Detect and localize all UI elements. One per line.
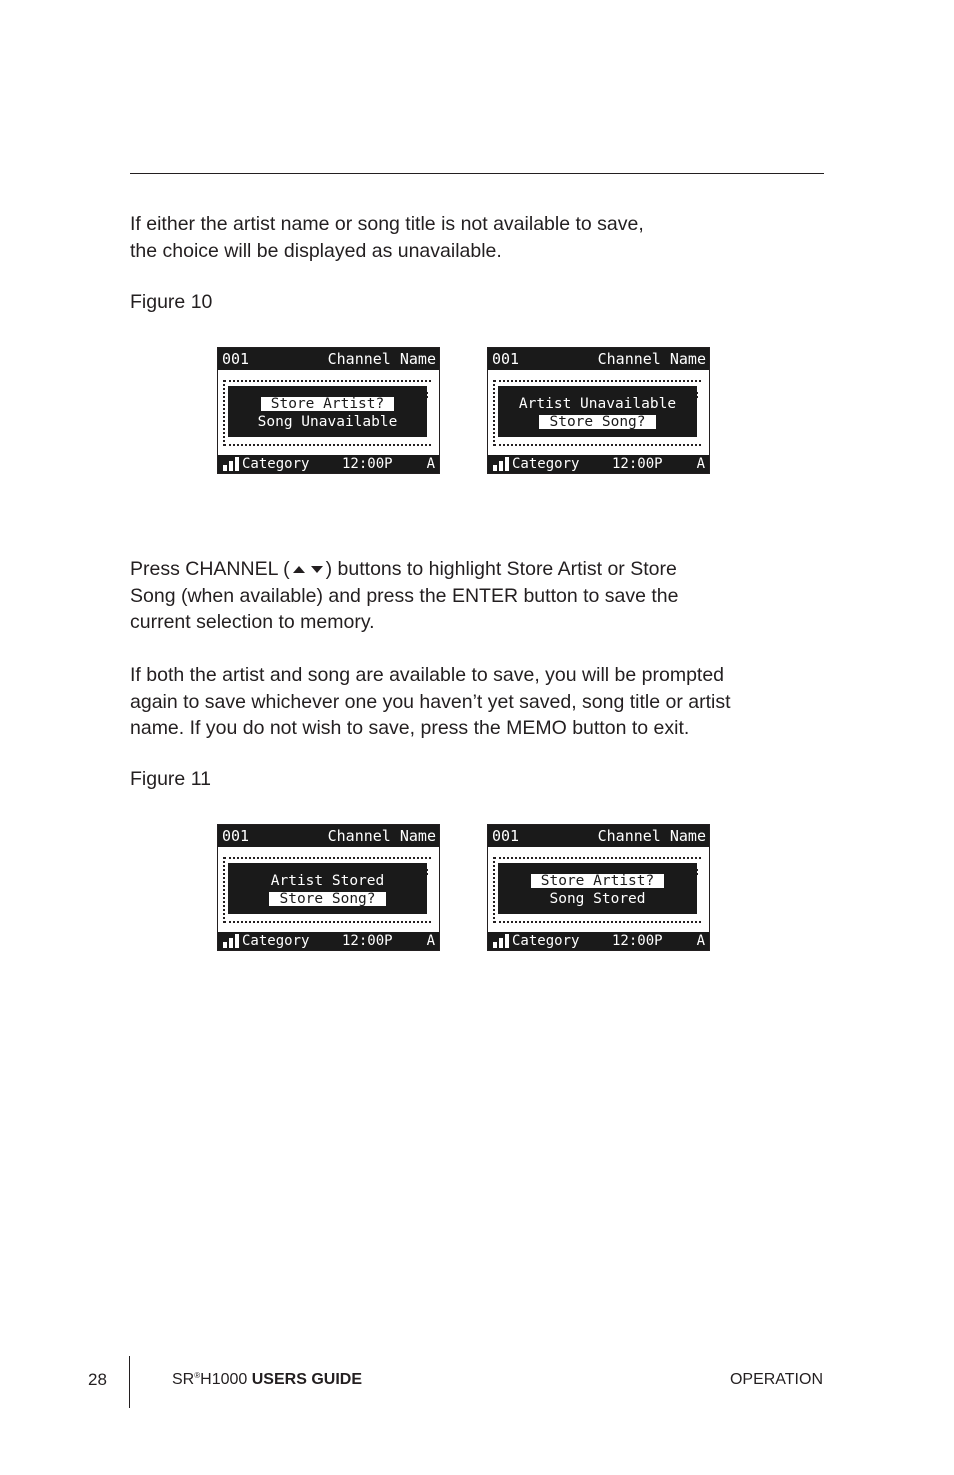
signal-strength-icon bbox=[223, 457, 239, 471]
brand-prefix: SR bbox=[172, 1371, 195, 1388]
intro-paragraph bbox=[130, 211, 644, 264]
mode-indicator: A bbox=[696, 456, 705, 472]
intro-line-1: If either the artist name or song title is not available to save, bbox=[130, 213, 644, 235]
page-number: 28 bbox=[88, 1370, 107, 1389]
footer-brand bbox=[172, 1371, 362, 1389]
memo-popup bbox=[228, 863, 427, 914]
both-line-2: again to save whichever one you haven’t yet saved, song title or artist bbox=[130, 690, 731, 713]
popup-line-1 bbox=[228, 396, 427, 413]
press-channel-paragraph bbox=[130, 556, 679, 636]
clock: 12:00P bbox=[342, 456, 393, 472]
clock: 12:00P bbox=[342, 933, 393, 949]
lcd-header bbox=[218, 825, 439, 847]
mode-indicator: A bbox=[426, 456, 435, 472]
press-line-1 bbox=[130, 556, 679, 583]
memo-popup bbox=[228, 386, 427, 437]
dotted-border bbox=[223, 857, 227, 923]
footer-divider bbox=[129, 1356, 130, 1408]
popup-line-1 bbox=[498, 873, 697, 890]
lcd-body bbox=[218, 847, 439, 933]
dotted-border bbox=[223, 380, 227, 446]
category-label: Category bbox=[242, 933, 310, 949]
clock: 12:00P bbox=[612, 933, 663, 949]
dotted-border bbox=[493, 857, 497, 923]
popup-line-1 bbox=[228, 873, 427, 890]
lcd-body bbox=[218, 370, 439, 456]
section-name: OPERATION bbox=[729, 1371, 823, 1388]
mode-indicator: A bbox=[426, 933, 435, 949]
lcd-header bbox=[488, 348, 709, 370]
category-label: Category bbox=[512, 933, 580, 949]
guide-title: USERS GUIDE bbox=[251, 1371, 362, 1388]
artist-stored-option: Artist Stored bbox=[270, 873, 385, 889]
memo-popup bbox=[498, 863, 697, 914]
lcd-screen-fig11-2 bbox=[487, 824, 710, 951]
lcd-body bbox=[488, 847, 709, 933]
clock: 12:00P bbox=[612, 456, 663, 472]
channel-number: 001 bbox=[222, 827, 250, 845]
dotted-border bbox=[224, 444, 431, 448]
popup-line-1 bbox=[498, 396, 697, 413]
brand-model: H1000 bbox=[200, 1371, 248, 1388]
channel-number: 001 bbox=[492, 827, 520, 845]
dotted-border bbox=[494, 921, 701, 925]
lcd-screen-fig11-1 bbox=[217, 824, 440, 951]
category-label: Category bbox=[242, 456, 310, 472]
popup-line-2 bbox=[498, 891, 697, 908]
lcd-body bbox=[488, 370, 709, 456]
channel-number: 001 bbox=[492, 350, 520, 368]
press-line-2: Song (when available) and press the ENTER button to save the bbox=[130, 584, 679, 607]
popup-line-2 bbox=[498, 414, 697, 431]
store-song-option: Store Song? bbox=[538, 414, 656, 430]
popup-line-2 bbox=[228, 891, 427, 908]
memo-popup bbox=[498, 386, 697, 437]
press-line-3: current selection to memory. bbox=[130, 611, 375, 633]
dotted-border bbox=[494, 444, 701, 448]
channel-name: Channel Name bbox=[327, 350, 436, 368]
both-line-1: If both the artist and song are available to save, you will be prompted bbox=[130, 664, 725, 686]
lcd-header bbox=[488, 825, 709, 847]
dotted-border bbox=[493, 380, 497, 446]
lcd-footer bbox=[218, 932, 439, 950]
signal-strength-icon bbox=[223, 934, 239, 948]
dotted-border bbox=[224, 857, 431, 861]
dotted-border bbox=[224, 921, 431, 925]
channel-number: 001 bbox=[222, 350, 250, 368]
store-artist-option: Store Artist? bbox=[530, 873, 666, 889]
lcd-footer bbox=[218, 455, 439, 473]
signal-strength-icon bbox=[493, 457, 509, 471]
header-rule bbox=[130, 173, 824, 174]
arrow-up-icon bbox=[293, 566, 305, 573]
figure-10-label: Figure 10 bbox=[130, 291, 213, 313]
lcd-footer bbox=[488, 455, 709, 473]
both-line-3: name. If you do not wish to save, press the MEMO button to exit. bbox=[130, 717, 690, 739]
signal-strength-icon bbox=[493, 934, 509, 948]
song-stored-option: Song Stored bbox=[549, 891, 646, 907]
press-line-1-end: ) buttons to highlight Store Artist or Store bbox=[325, 558, 677, 580]
channel-name: Channel Name bbox=[597, 350, 706, 368]
intro-line-2: the choice will be displayed as unavailable. bbox=[130, 239, 502, 262]
channel-name: Channel Name bbox=[597, 827, 706, 845]
registered-mark: ® bbox=[194, 1371, 201, 1380]
channel-name: Channel Name bbox=[327, 827, 436, 845]
song-unavailable-option: Song Unavailable bbox=[257, 414, 398, 430]
both-available-paragraph bbox=[130, 662, 731, 742]
store-artist-option: Store Artist? bbox=[260, 396, 396, 412]
lcd-header bbox=[218, 348, 439, 370]
dotted-border bbox=[494, 857, 701, 861]
lcd-screen-fig10-1 bbox=[217, 347, 440, 474]
mode-indicator: A bbox=[696, 933, 705, 949]
arrow-down-icon bbox=[311, 566, 323, 573]
figure-11-label: Figure 11 bbox=[130, 768, 211, 790]
lcd-footer bbox=[488, 932, 709, 950]
store-song-option: Store Song? bbox=[268, 891, 386, 907]
lcd-screen-fig10-2 bbox=[487, 347, 710, 474]
dotted-border bbox=[224, 380, 431, 384]
popup-line-2 bbox=[228, 414, 427, 431]
category-label: Category bbox=[512, 456, 580, 472]
dotted-border bbox=[494, 380, 701, 384]
press-line-1-start: Press CHANNEL ( bbox=[130, 558, 290, 580]
artist-unavailable-option: Artist Unavailable bbox=[518, 396, 677, 412]
